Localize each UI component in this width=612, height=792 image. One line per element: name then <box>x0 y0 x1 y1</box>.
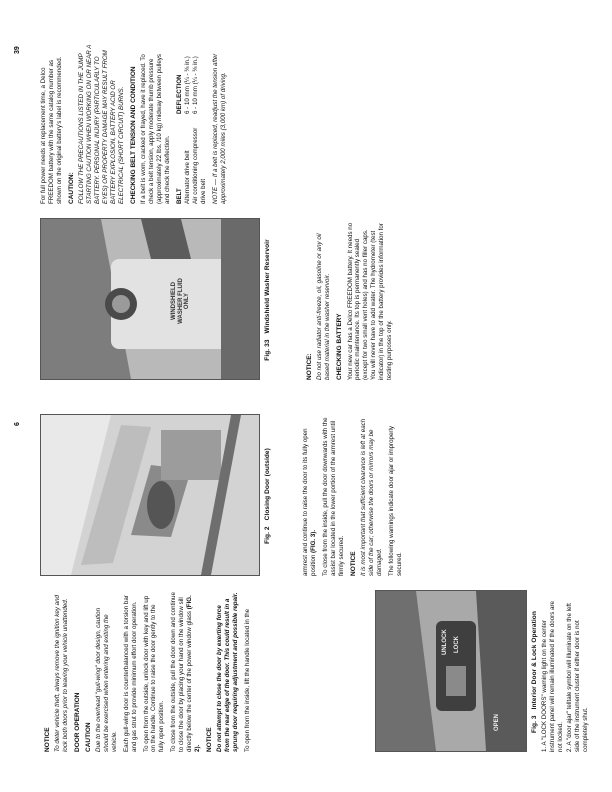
page-number-right: 39 <box>14 46 21 54</box>
battery-paragraph: Your new car has a Delco FREEDOM battery. It needs no periodic maintenance. Its top is permanently sealed (except for two small vent holes) and has no filler caps. You will never have to add water. The hydrometer (test indicator) in the top of the battery provides information for testing purposes only. <box>346 222 394 380</box>
fig33-photo <box>40 218 260 380</box>
notice-text: It is most important that sufficient clearance is left at each side of the car; otherwise the doors or mirrors may be damaged. <box>360 418 383 576</box>
belt-name: Air conditioning compressor drive belt <box>191 127 207 204</box>
paragraph-armrest <box>302 416 318 576</box>
fig2-block <box>40 416 292 576</box>
armrest-text: armrest and continue to raise the door to its fully open position <box>302 428 317 576</box>
column-fig3 <box>375 592 593 752</box>
belt-heading: CHECKING BELT TENSION AND CONDITION <box>129 66 137 204</box>
notice2-text: Do not attempt to close the door by exerting force from the rear edge of the door. This could result in a sprung door requiring adjustment and possible repair. <box>216 592 240 752</box>
close-outside-text: To close from the outside, pull the door down and continue to close the door by placing your hand on the window sill directly below the center of the power window glass <box>170 592 194 752</box>
notice2-heading: NOTICE <box>206 727 214 752</box>
paragraph-close-inside: To close from the inside, pull the door downwards with the assist bar located in the lower portion of the armrest until firmly secured. <box>321 417 345 576</box>
paragraph-open-inside: To open from the inside, lift the handle located in the <box>244 608 252 752</box>
notice-text: To deter vehicle theft, always remove the ignition key and lock both doors prior to leaving your vehicle unattended. <box>54 595 70 752</box>
fig3-photo-label-lock: LOCK <box>454 636 460 653</box>
belt-paragraph: If a belt is worn, cracked or frayed, have it replaced. To check a belt tension, apply moderate thumb pressure (approximately 22 lbs. /10 kg) midway between pulleys and check the deflection. <box>140 54 171 204</box>
page-number-left: 6 <box>14 422 21 426</box>
belt-column-header: BELT <box>175 188 183 204</box>
belt-table-header <box>176 44 184 204</box>
fig2-caption <box>264 416 272 576</box>
fig3-text <box>541 592 590 752</box>
fig33-title: Windshield Washer Reservoir <box>264 239 271 334</box>
caution-heading: CAUTION: <box>67 172 75 204</box>
fig2-photo <box>40 414 260 576</box>
paragraph-close-outside <box>170 592 202 752</box>
fig3-title: Interior Door & Lock Operation <box>531 611 538 710</box>
fig3-label: Fig. 3 <box>531 715 538 733</box>
door-lock-illustration <box>376 591 526 751</box>
belt-note: NOTE — If a belt is replaced, readjust the tension after approximately 2,000 miles (3,000 km) of driving. <box>211 53 227 204</box>
item-text: A "door ajar" telltale symbol will illuminate on the left side of the instrument cluster if either door is not completely shut. <box>565 603 589 752</box>
notice-heading: NOTICE <box>349 551 357 576</box>
paragraph-warnings: The following warnings indicate door ajar or improperly secured. <box>387 426 403 576</box>
fig2-label: Fig. 2 <box>264 526 271 544</box>
notice-heading: NOTICE <box>44 727 51 752</box>
item-text: A "LOCK DOORS" warning light on the center instrument panel will remain illuminated if the doors are not locked. <box>541 601 564 752</box>
fig2-title: Closing Door (outside) <box>264 448 271 521</box>
paragraph-open-outside: To open from the outside, unlock door with key and lift up on the handle. Continue to raise the door gently to the fully open position. <box>142 595 166 752</box>
item-number: 1. <box>541 746 548 752</box>
table-row <box>192 44 208 204</box>
door-closing-illustration <box>41 415 259 575</box>
fig33-block <box>40 220 292 380</box>
belt-deflection: 6 - 10 mm (¼ - ⅜ in.) <box>191 56 199 114</box>
rotated-content-upper <box>375 40 589 752</box>
door-operation-heading: DOOR OPERATION <box>74 692 82 752</box>
fig3-photo-label-open: OPEN <box>494 713 500 731</box>
table-row <box>184 44 192 204</box>
notice-text: Do not use radiator anti-freeze, oil, gasoline or any oil based material in the washer reservoir. <box>316 233 332 380</box>
caution-text: Due to the overhead "gull-wing" door design, caution should be exercised when entering and exiting the vehicle. <box>94 607 118 752</box>
belt-name: Alternator drive belt <box>183 150 191 204</box>
belt-deflection: 6 - 10 mm (¼ - ⅜ in.) <box>183 56 191 114</box>
list-item <box>566 592 590 752</box>
fig3-photo <box>375 590 527 752</box>
deflection-column-header: DEFLECTION <box>175 74 183 114</box>
notice-heading: NOTICE: <box>306 353 313 380</box>
caution-text: FOLLOW THE PRECAUTIONS LISTED IN THE JUMP STARTING CAUTION WHEN WORKING ON OR NEAR A BATTERY. PERSONAL INJURY (PARTICULARLY TO EYES) OR PROPERTY DAMAGE MAY RESULT FROM BATTERY EXPLOSION, BATTERY ACID OR ELECTRICAL (SHORT CIRCUIT) BURNS. <box>78 44 125 204</box>
figure-ref: (FIG. 3). <box>309 529 317 553</box>
caution-heading: CAUTION <box>84 722 92 752</box>
fig33-photo-label: WINDSHIELD WASHER FLUID ONLY <box>171 278 191 324</box>
figure-ref: (FIG. 2). <box>186 595 202 752</box>
fig33-label: Fig. 33 <box>264 339 271 361</box>
checking-battery-heading: CHECKING BATTERY <box>336 313 344 380</box>
paragraph-counterbalance: Each gull-wing door is counterbalanced with a torsion bar and gas strut to provide minimum effort door operation. <box>122 595 138 752</box>
list-item <box>541 592 565 752</box>
fig3-caption <box>531 592 538 752</box>
washer-reservoir-illustration <box>41 219 259 379</box>
battery-replacement-paragraph: For full power needs at replacement time, a Delco FREEDOM battery with the same catalog number as shown on the original battery's label is recommended. <box>40 56 63 204</box>
fig3-photo-label-unlock: UNLOCK <box>442 629 448 655</box>
fig33-caption <box>264 220 272 380</box>
item-number: 2. <box>565 746 573 752</box>
